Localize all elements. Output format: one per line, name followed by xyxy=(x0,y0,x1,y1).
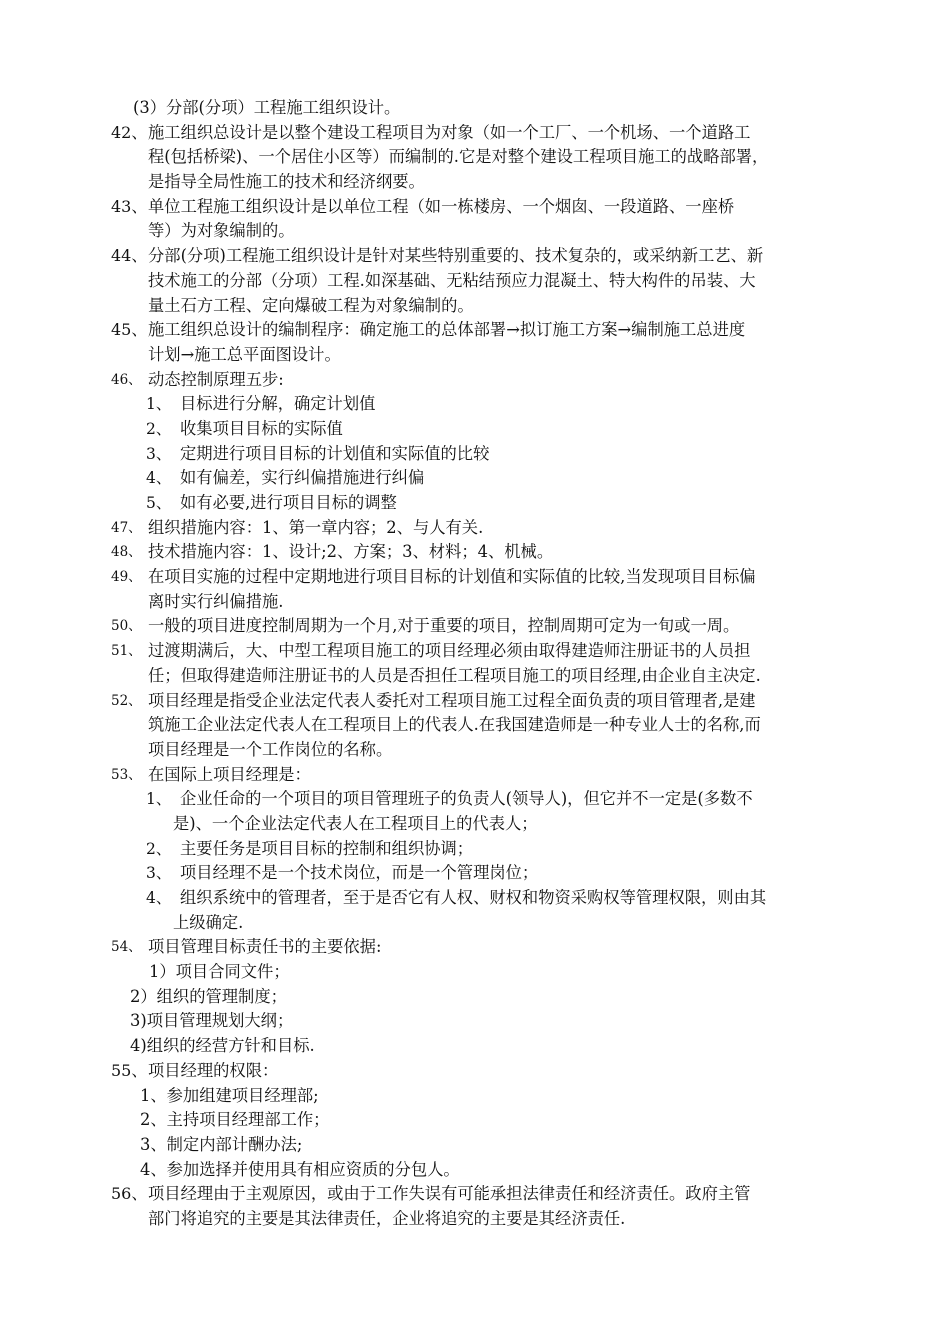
item-number: 46、 xyxy=(111,371,142,388)
sub-item xyxy=(0,985,950,1010)
sub-item xyxy=(0,466,950,491)
text-line xyxy=(0,713,950,738)
item-number: 52、 xyxy=(111,692,142,709)
item-42 xyxy=(0,121,950,146)
sub-item xyxy=(0,1133,950,1158)
sub-item xyxy=(0,1034,950,1059)
sub-item-text: 2、主持项目经理部工作； xyxy=(140,1110,330,1130)
sub-item-text: 组织系统中的管理者，至于是否它有人权、财权和物资采购权等管理权限，则由其 xyxy=(180,888,767,907)
sub-item-text: 3)项目管理规划大纲； xyxy=(130,1011,294,1031)
paragraph-text: 分部(分项)工程施工组织设计是针对某些特别重要的、技术复杂的，或采纳新工艺、新 xyxy=(148,246,764,266)
paragraph-text: 计划→施工总平面图设计。 xyxy=(148,344,341,364)
text-line xyxy=(0,294,950,319)
paragraph-text: 程(包括桥梁)、一个居住小区等）而编制的.它是对整个建设工程项目施工的战略部署， xyxy=(148,147,769,167)
text-line xyxy=(0,812,950,837)
sub-item-number: 2、 xyxy=(146,839,172,858)
sub-item-text: 3、制定内部计酬办法; xyxy=(140,1134,303,1154)
sub-item-text: 2）组织的管理制度； xyxy=(130,986,287,1006)
item-55 xyxy=(0,1059,950,1084)
item-number: 51、 xyxy=(111,643,142,660)
sub-item-number: 5、 xyxy=(146,494,172,512)
text-line xyxy=(0,145,950,170)
sub-item-text: 项目经理不是一个技术岗位，而是一个管理岗位； xyxy=(180,863,539,883)
item-44 xyxy=(0,244,950,269)
item-number: 44、 xyxy=(111,246,148,266)
paragraph-text: (3）分部(分项）工程施工组织设计。 xyxy=(133,98,401,117)
item-number: 43、 xyxy=(111,196,148,216)
sub-item-text: 4)组织的经营方针和目标. xyxy=(130,1036,315,1056)
item-number: 47、 xyxy=(111,519,142,536)
sub-item-number: 4、 xyxy=(146,469,172,488)
sub-item-number: 3、 xyxy=(146,864,172,883)
item-46 xyxy=(0,368,950,393)
item-49 xyxy=(0,565,950,590)
sub-item-number: 4、 xyxy=(146,889,172,907)
paragraph-text: 量土石方工程、定向爆破工程为对象编制的。 xyxy=(148,295,474,315)
sub-item xyxy=(0,1009,950,1034)
text-line xyxy=(0,96,950,121)
item-number: 49、 xyxy=(111,569,142,586)
sub-item-text: 是)、一个企业法定代表人在工程项目上的代表人； xyxy=(173,813,538,833)
item-number: 54、 xyxy=(111,939,142,956)
paragraph-text: 任；但取得建造师注册证书的人员是否担任工程项目施工的项目经理,由企业自主决定. xyxy=(148,665,761,685)
sub-item xyxy=(0,1158,950,1183)
sub-item xyxy=(0,1084,950,1109)
item-52 xyxy=(0,689,950,714)
item-number: 50、 xyxy=(111,618,142,635)
sub-item xyxy=(0,837,950,862)
item-48 xyxy=(0,540,950,565)
item-number: 55、 xyxy=(111,1060,148,1080)
sub-item-text: 1、参加组建项目经理部; xyxy=(140,1085,319,1105)
item-43 xyxy=(0,195,950,220)
text-line xyxy=(0,590,950,615)
sub-item-text: 定期进行项目目标的计划值和实际值的比较 xyxy=(180,443,490,463)
text-line xyxy=(0,1207,950,1232)
sub-item-text: 收集项目目标的实际值 xyxy=(180,418,343,438)
document-page xyxy=(0,96,950,1232)
paragraph-text: 项目经理是指受企业法定代表人委托对工程项目施工过程全面负责的项目管理者,是建 xyxy=(148,690,756,710)
item-number: 56、 xyxy=(111,1184,148,1204)
paragraph-text: 单位工程施工组织设计是以单位工程（如一栋楼房、一个烟囱、一段道路、一座桥 xyxy=(148,196,735,216)
sub-item-text: 4、参加选择并使用具有相应资质的分包人。 xyxy=(140,1159,460,1179)
item-51 xyxy=(0,639,950,664)
text-line xyxy=(0,664,950,689)
sub-item-text: 主要任务是项目目标的控制和组织协调； xyxy=(180,838,474,858)
paragraph-text: 施工组织总设计的编制程序：确定施工的总体部署→拟订施工方案→编制施工总进度 xyxy=(148,320,746,340)
item-50 xyxy=(0,614,950,639)
item-47 xyxy=(0,516,950,541)
paragraph-text: 项目经理由于主观原因，或由于工作失误有可能承担法律责任和经济责任。政府主管 xyxy=(148,1184,751,1204)
paragraph-text: 项目经理的权限： xyxy=(148,1060,279,1080)
paragraph-text: 是指导全局性施工的技术和经济纲要。 xyxy=(148,172,425,192)
sub-item-number: 1、 xyxy=(146,395,172,414)
paragraph-text: 技术施工的分部（分项）工程.如深基础、无粘结预应力混凝土、特大构件的吊装、大 xyxy=(148,270,756,290)
paragraph-text: 动态控制原理五步: xyxy=(148,369,284,389)
item-54 xyxy=(0,935,950,960)
sub-item xyxy=(0,491,950,516)
paragraph-text: 组织措施内容：1、第一章内容；2、与人有关. xyxy=(148,517,484,537)
paragraph-text: 等）为对象编制的。 xyxy=(148,221,295,241)
item-number: 42、 xyxy=(111,122,148,142)
paragraph-text: 离时实行纠偏措施. xyxy=(148,591,284,611)
paragraph-text: 技术措施内容：1、设计;2、方案；3、材料；4、机械。 xyxy=(148,542,554,562)
sub-item xyxy=(0,417,950,442)
paragraph-text: 项目管理目标责任书的主要依据: xyxy=(148,937,382,957)
paragraph-text: 筑施工企业法定代表人在工程项目上的代表人.在我国建造师是一种专业人士的名称,而 xyxy=(148,715,761,735)
item-53 xyxy=(0,763,950,788)
paragraph-text: 在国际上项目经理是： xyxy=(148,764,311,784)
paragraph-text: 项目经理是一个工作岗位的名称。 xyxy=(148,739,393,759)
sub-item xyxy=(0,861,950,886)
sub-item xyxy=(0,1108,950,1133)
sub-item-number: 2、 xyxy=(146,419,172,438)
item-number: 48、 xyxy=(111,544,142,561)
sub-item xyxy=(0,392,950,417)
paragraph-text: 过渡期满后，大、中型工程项目施工的项目经理必须由取得建造师注册证书的人员担 xyxy=(148,641,751,661)
sub-item-text: 企业任命的一个项目的项目管理班子的负责人(领导人)，但它并不一定是(多数不 xyxy=(180,789,753,809)
sub-item-text: 1）项目合同文件； xyxy=(149,962,290,982)
paragraph-text: 在项目实施的过程中定期地进行项目目标的计划值和实际值的比较,当发现项目目标偏 xyxy=(148,567,756,587)
sub-item xyxy=(0,886,950,911)
text-line xyxy=(0,269,950,294)
sub-item xyxy=(0,442,950,467)
paragraph-text: 施工组织总设计是以整个建设工程项目为对象（如一个工厂、一个机场、一个道路工 xyxy=(148,122,751,142)
paragraph-text: 部门将追究的主要是其法律责任，企业将追究的主要是其经济责任. xyxy=(148,1208,626,1228)
sub-item-text: 如有偏差，实行纠偏措施进行纠偏 xyxy=(180,468,425,488)
text-line xyxy=(0,170,950,195)
sub-item xyxy=(0,787,950,812)
item-56 xyxy=(0,1182,950,1207)
item-number: 45、 xyxy=(111,320,148,340)
text-line xyxy=(0,911,950,936)
sub-item-number: 3、 xyxy=(146,444,172,463)
sub-item-text: 目标进行分解，确定计划值 xyxy=(180,394,376,414)
sub-item xyxy=(0,960,950,985)
sub-item-number: 1、 xyxy=(146,790,172,809)
item-45 xyxy=(0,318,950,343)
item-number: 53、 xyxy=(111,766,142,783)
text-line xyxy=(0,219,950,244)
sub-item-text: 上级确定. xyxy=(173,912,244,932)
sub-item-text: 如有必要,进行项目目标的调整 xyxy=(180,493,397,512)
paragraph-text: 一般的项目进度控制周期为一个月,对于重要的项目，控制周期可定为一旬或一周。 xyxy=(148,616,740,636)
text-line xyxy=(0,738,950,763)
text-line xyxy=(0,343,950,368)
